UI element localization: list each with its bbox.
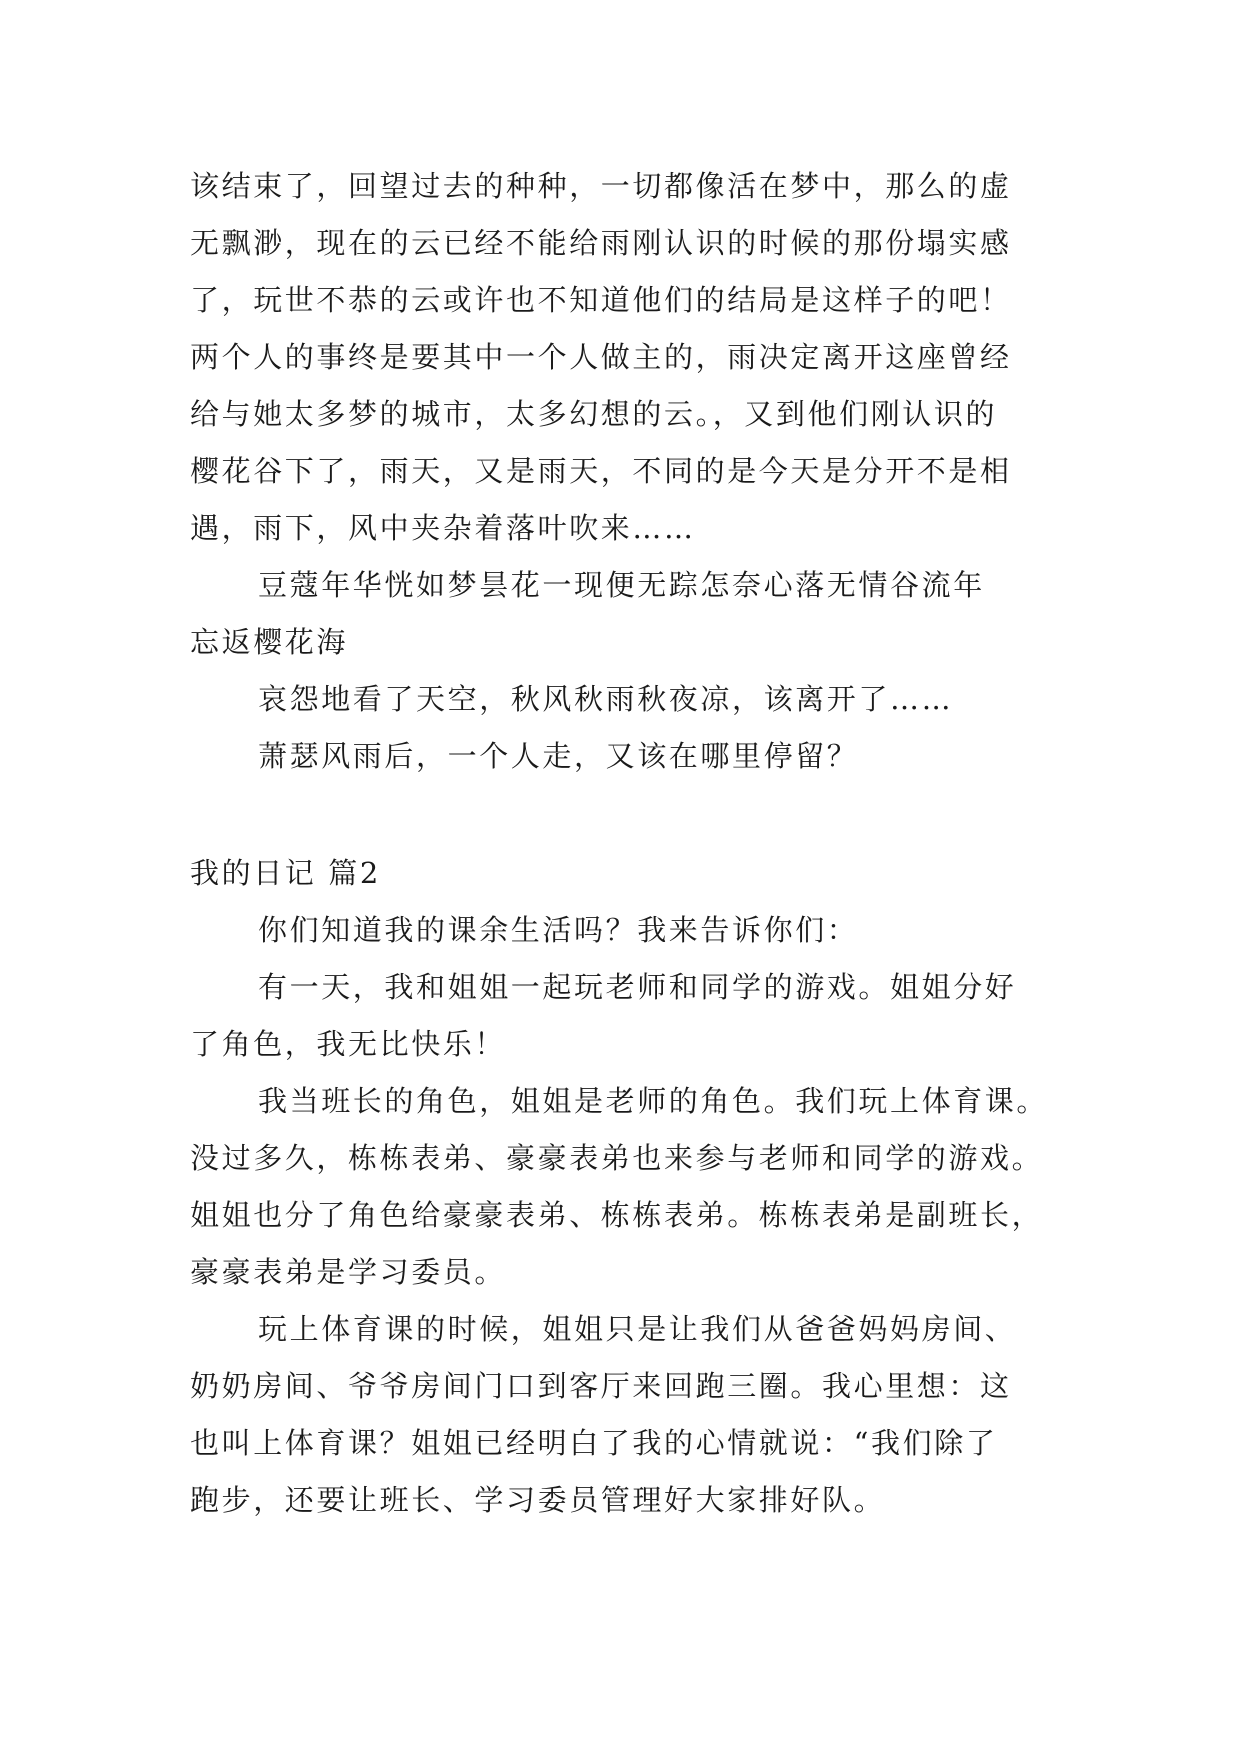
paragraph: [190, 959, 1050, 1073]
text-line: 豆蔻年华恍如梦昙花一现便无踪怎奈心落无情谷流年: [258, 568, 985, 602]
text-line: 了角色，我无比快乐！: [190, 1027, 507, 1061]
text-line: 樱花谷下了，雨天，又是雨天，不同的是今天是分开不是相: [190, 454, 1012, 488]
text-line: 给与她太多梦的城市，太多幻想的云。，又到他们刚认识的: [190, 397, 998, 431]
text-line: 没过多久，栋栋表弟、豪豪表弟也来参与老师和同学的游戏。: [190, 1141, 1044, 1175]
text-line: 姐姐也分了角色给豪豪表弟、栋栋表弟。栋栋表弟是副班长，: [190, 1198, 1044, 1232]
paragraph: 萧瑟风雨后，一个人走，又该在哪里停留？: [258, 739, 859, 773]
text-line: 跑步，还要让班长、学习委员管理好大家排好队。: [190, 1483, 886, 1517]
text-line: 奶奶房间、爷爷房间门口到客厅来回跑三圈。我心里想：这: [190, 1369, 1012, 1403]
paragraph: [190, 158, 1050, 557]
text-line: 有一天，我和姐姐一起玩老师和同学的游戏。姐姐分好: [258, 970, 1017, 1004]
text-line: 该结束了，回望过去的种种，一切都像活在梦中，那么的虚: [190, 169, 1012, 203]
paragraph: [190, 557, 1050, 671]
paragraph: [190, 1073, 1050, 1301]
text-line: 了，玩世不恭的云或许也不知道他们的结局是这样子的吧！: [190, 283, 1012, 317]
text-line: 我当班长的角色，姐姐是老师的角色。我们玩上体育课。: [258, 1084, 1049, 1118]
paragraph: [190, 1301, 1050, 1529]
section-spacer: [190, 785, 1050, 845]
text-line: 无飘渺，现在的云已经不能给雨刚认识的时候的那份塌实感: [190, 226, 1012, 260]
paragraph: 你们知道我的课余生活吗？我来告诉你们：: [258, 913, 859, 947]
text-line: 豪豪表弟是学习委员。: [190, 1255, 507, 1289]
text-line: 两个人的事终是要其中一个人做主的，雨决定离开这座曾经: [190, 340, 1012, 374]
text-line: 遇，雨下，风中夹杂着落叶吹来……: [190, 511, 696, 545]
section-heading: 我的日记 篇2: [190, 856, 381, 890]
paragraph: 哀怨地看了天空，秋风秋雨秋夜凉，该离开了……: [258, 682, 954, 716]
text-line: 忘返樱花海: [190, 625, 349, 659]
text-line: 玩上体育课的时候，姐姐只是让我们从爸爸妈妈房间、: [258, 1312, 1017, 1346]
document-page: [190, 158, 1050, 1529]
text-line: 也叫上体育课？姐姐已经明白了我的心情就说：“我们除了: [190, 1426, 998, 1460]
